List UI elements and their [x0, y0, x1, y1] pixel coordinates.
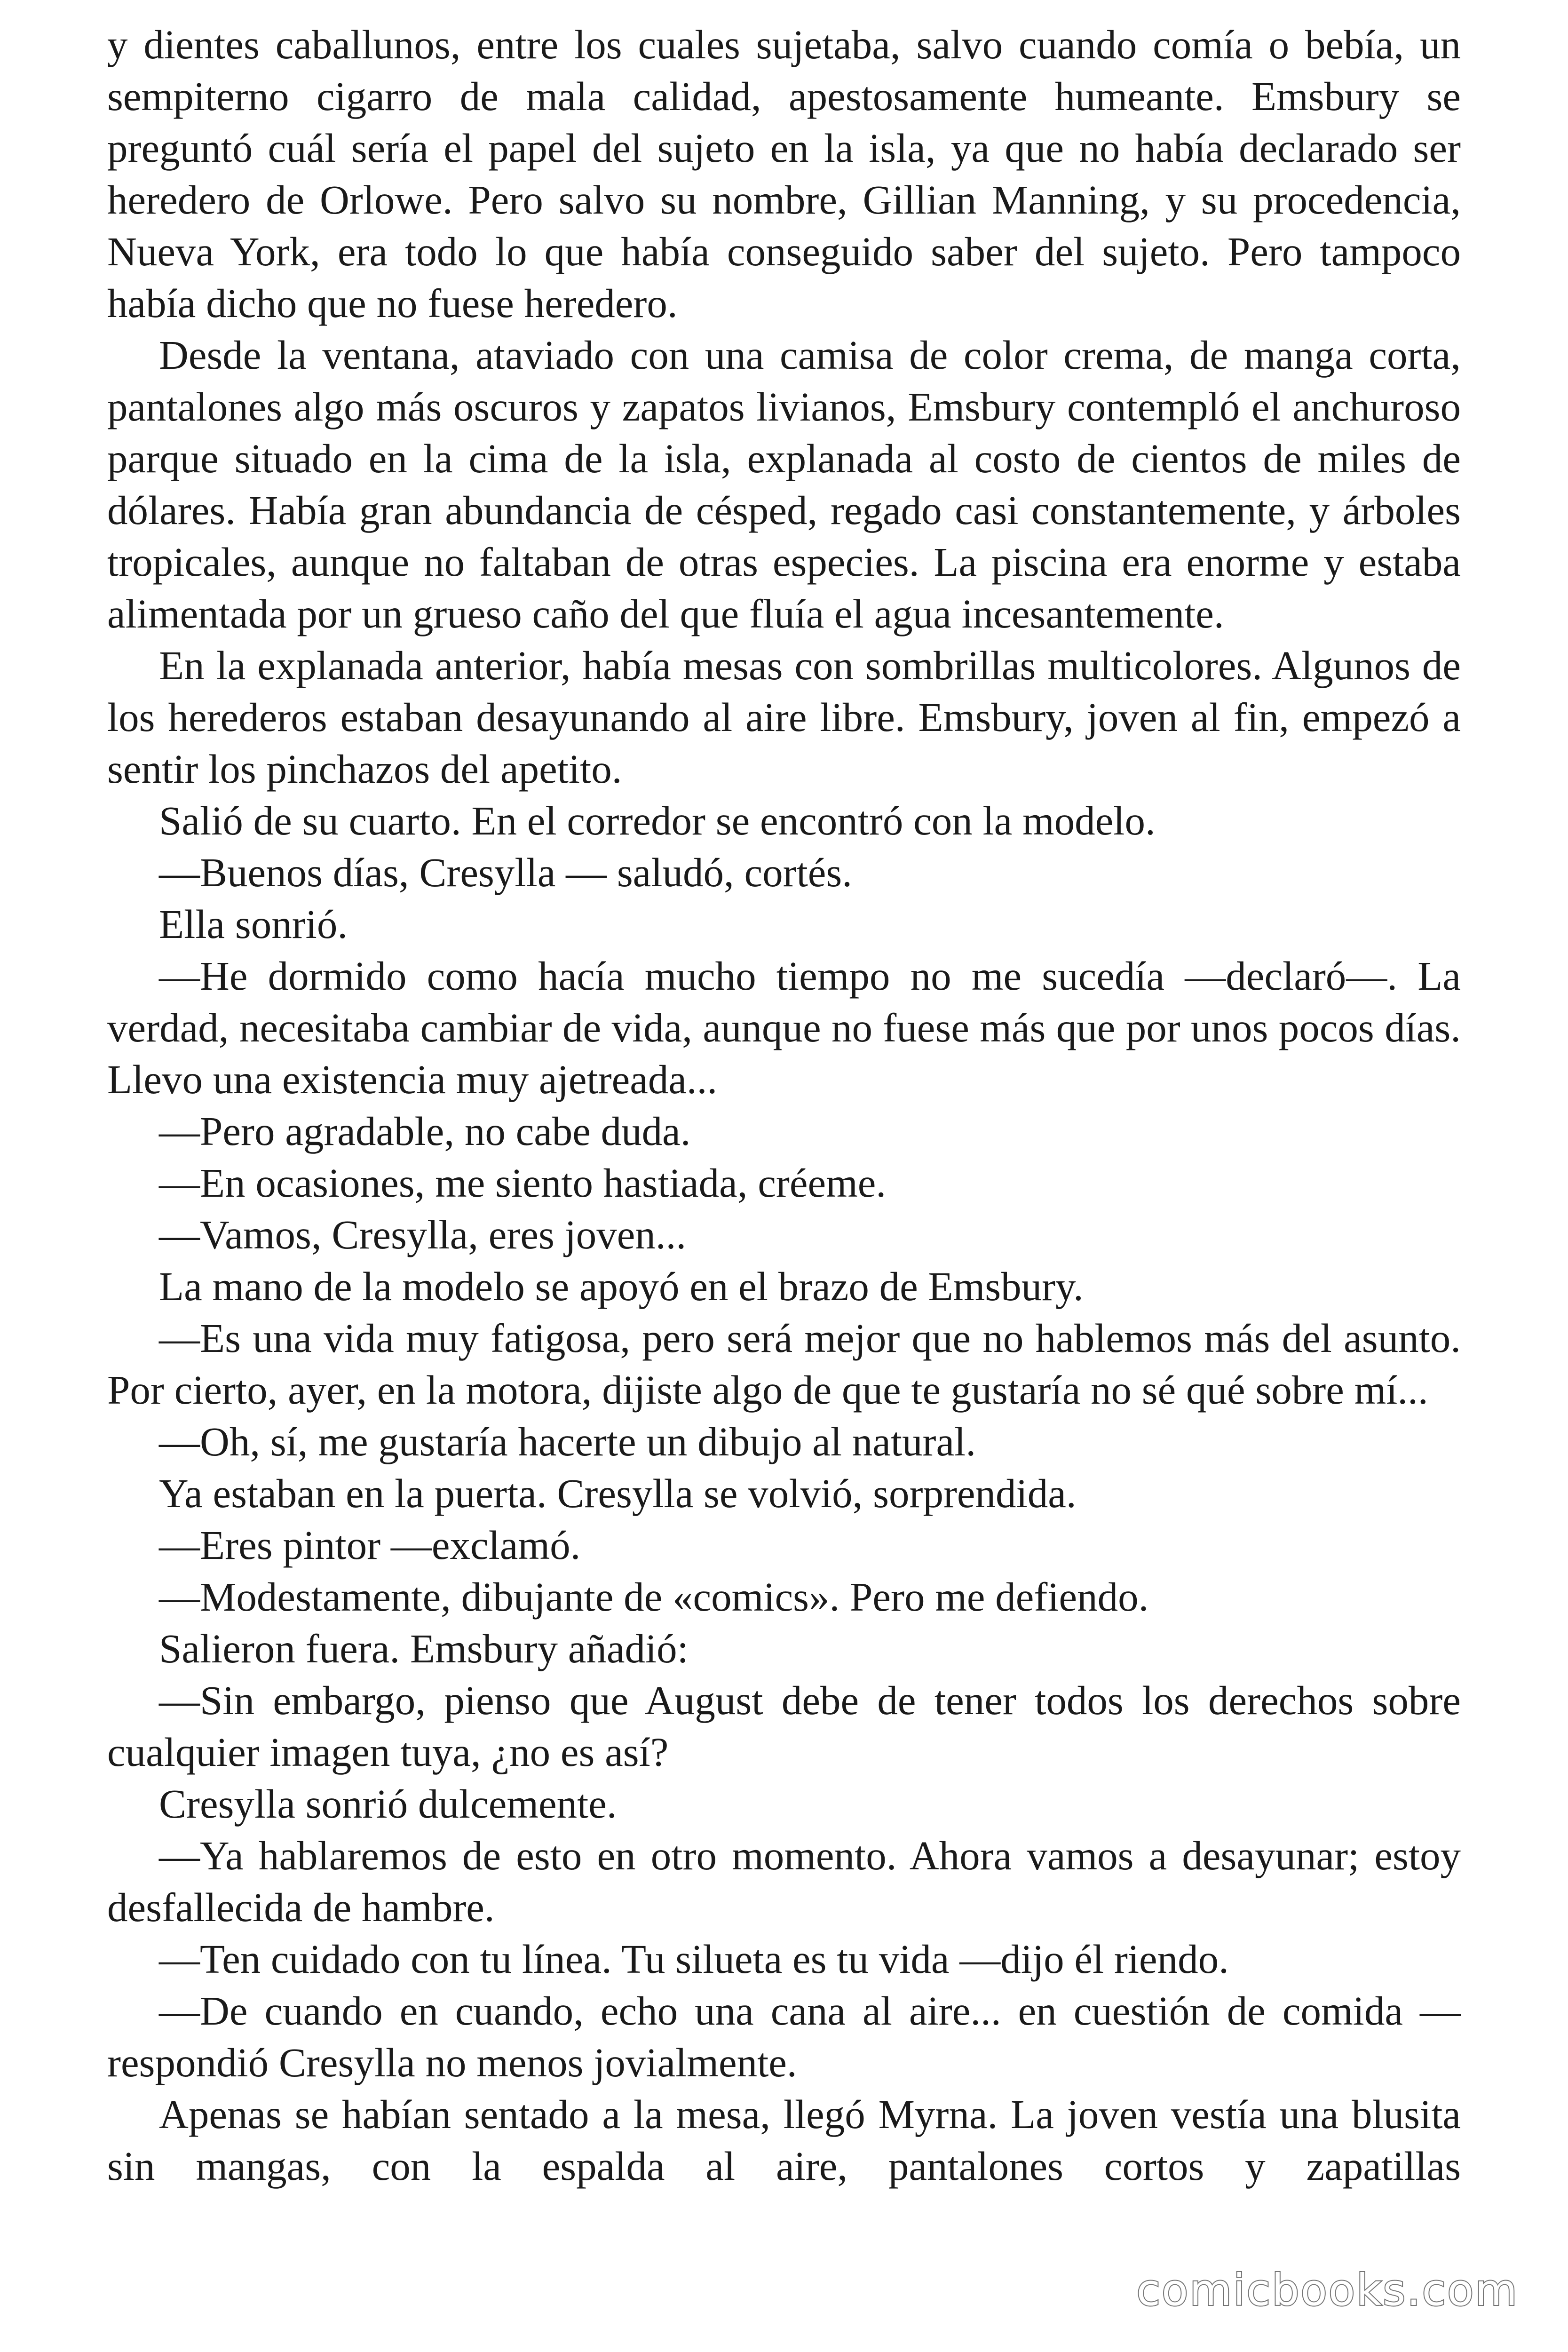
paragraph-23: Apenas se habían sentado a la mesa, llegó Myrna. La joven vestía una blusita sin mangas, con la espalda al aire, pantalones cortos y zapatillas: [107, 2091, 1461, 2189]
paragraph-11: La mano de la modelo se apoyó en el brazo de Emsbury.: [159, 1263, 1084, 1309]
paragraph-22: —De cuando en cuando, echo una cana al aire... en cuestión de comida — respondió Cresylla no menos jovialmente.: [107, 1988, 1461, 2085]
paragraph-12: —Es una vida muy fatigosa, pero será mejor que no hablemos más del asunto. Por cierto, ayer, en la motora, dijiste algo de que te gustaría no sé qué sobre mí...: [107, 1315, 1461, 1413]
paragraph-2: Desde la ventana, ataviado con una camisa de color crema, de manga corta, pantalones algo más oscuros y zapatos livianos, Emsbury contempló el anchuroso parque situado en la cima de la isla, explanada al costo de cientos de miles de dólares. Había gran abundancia de césped, regado casi constantemente, y árboles tropicales, aunque no faltaban de otras especies. La piscina era enorme y estaba alimentada por un grueso caño del que fluía el agua incesantemente.: [107, 332, 1461, 636]
paragraph-18: —Sin embargo, pienso que August debe de tener todos los derechos sobre cualquier imagen tuya, ¿no es así?: [107, 1677, 1461, 1775]
paragraph-7: —He dormido como hacía mucho tiempo no me sucedía —declaró—. La verdad, necesitaba cambiar de vida, aunque no fuese más que por unos pocos días. Llevo una existencia muy ajetreada...: [107, 953, 1461, 1102]
watermark: comicbooks.com: [1136, 2265, 1519, 2315]
paragraph-6: Ella sonrió.: [159, 901, 348, 947]
paragraph-3: En la explanada anterior, había mesas con sombrillas multicolores. Algunos de los herederos estaban desayunando al aire libre. Emsbury, joven al fin, empezó a sentir los pinchazos del apetito.: [107, 643, 1461, 792]
paragraph-14: Ya estaban en la puerta. Cresylla se volvió, sorprendida.: [159, 1470, 1077, 1516]
paragraph-13: —Oh, sí, me gustaría hacerte un dibujo al natural.: [159, 1419, 976, 1464]
paragraph-19: Cresylla sonrió dulcemente.: [159, 1781, 617, 1827]
paragraph-4: Salió de su cuarto. En el corredor se encontró con la modelo.: [159, 798, 1156, 843]
paragraph-15: —Eres pintor —exclamó.: [159, 1522, 581, 1568]
paragraph-8: —Pero agradable, no cabe duda.: [159, 1108, 691, 1154]
paragraph-1: y dientes caballunos, entre los cuales sujetaba, salvo cuando comía o bebía, un sempiterno cigarro de mala calidad, apestosamente humeante. Emsbury se preguntó cuál sería el papel del sujeto en la isla, ya que no había declarado ser heredero de Orlowe. Pero salvo su nombre, Gillian Manning, y su procedencia, Nueva York, era todo lo que había conseguido saber del sujeto. Pero tampoco había dicho que no fuese heredero.: [107, 22, 1461, 326]
book-page-text: [107, 19, 1461, 2324]
paragraph-5: —Buenos días, Cresylla — saludó, cortés.: [159, 850, 852, 895]
paragraph-10: —Vamos, Cresylla, eres joven...: [159, 1212, 687, 1257]
paragraph-21: —Ten cuidado con tu línea. Tu silueta es tu vida —dijo él riendo.: [159, 1936, 1229, 1982]
paragraph-9: —En ocasiones, me siento hastiada, créeme.: [159, 1160, 887, 1206]
paragraph-16: —Modestamente, dibujante de «comics». Pero me defiendo.: [159, 1574, 1149, 1620]
paragraph-17: Salieron fuera. Emsbury añadió:: [159, 1626, 689, 1671]
paragraph-20: —Ya hablaremos de esto en otro momento. Ahora vamos a desayunar; estoy desfallecida de hambre.: [107, 1833, 1461, 1930]
